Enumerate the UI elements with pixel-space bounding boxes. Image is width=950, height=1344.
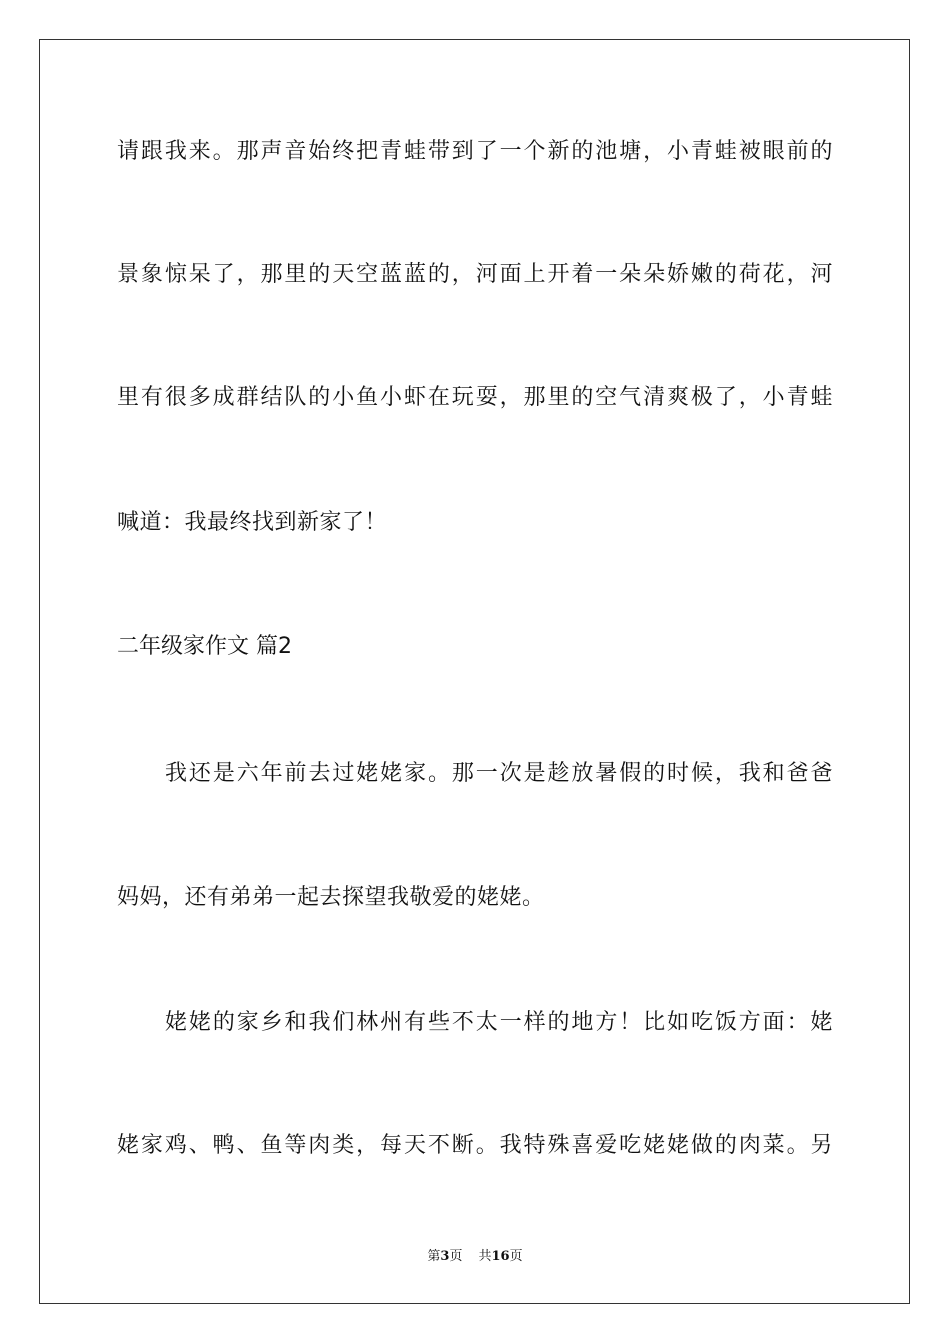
body-line-1: 请跟我来。那声音始终把青蛙带到了一个新的池塘，小青蛙被眼前的 (117, 139, 833, 164)
page-footer (0, 1248, 950, 1266)
total-suffix: 页 (509, 1249, 523, 1264)
body-line-2: 景象惊呆了，那里的天空蓝蓝的，河面上开着一朵朵娇嫩的荷花，河 (117, 262, 833, 287)
section-line-4: 姥家鸡、鸭、鱼等肉类，每天不断。我特殊喜爱吃姥姥做的肉菜。另 (117, 1133, 833, 1158)
page-prefix: 第 (427, 1249, 441, 1264)
total-prefix: 共 (478, 1249, 492, 1264)
page-suffix: 页 (449, 1249, 463, 1264)
total-pages: 16 (491, 1249, 510, 1264)
section-heading: 二年级家作文 篇2 (117, 634, 292, 659)
section-line-1: 我还是六年前去过姥姥家。那一次是趁放暑假的时候，我和爸爸 (165, 761, 833, 786)
body-line-3: 里有很多成群结队的小鱼小虾在玩耍，那里的空气清爽极了，小青蛙 (117, 385, 833, 410)
body-line-4: 喊道：我最终找到新家了！ (117, 510, 388, 535)
section-line-3: 姥姥的家乡和我们林州有些不太一样的地方！比如吃饭方面：姥 (165, 1010, 833, 1035)
section-line-2: 妈妈，还有弟弟一起去探望我敬爱的姥姥。 (117, 885, 545, 910)
page-number: 3 (440, 1249, 450, 1264)
page-border (39, 39, 910, 1304)
